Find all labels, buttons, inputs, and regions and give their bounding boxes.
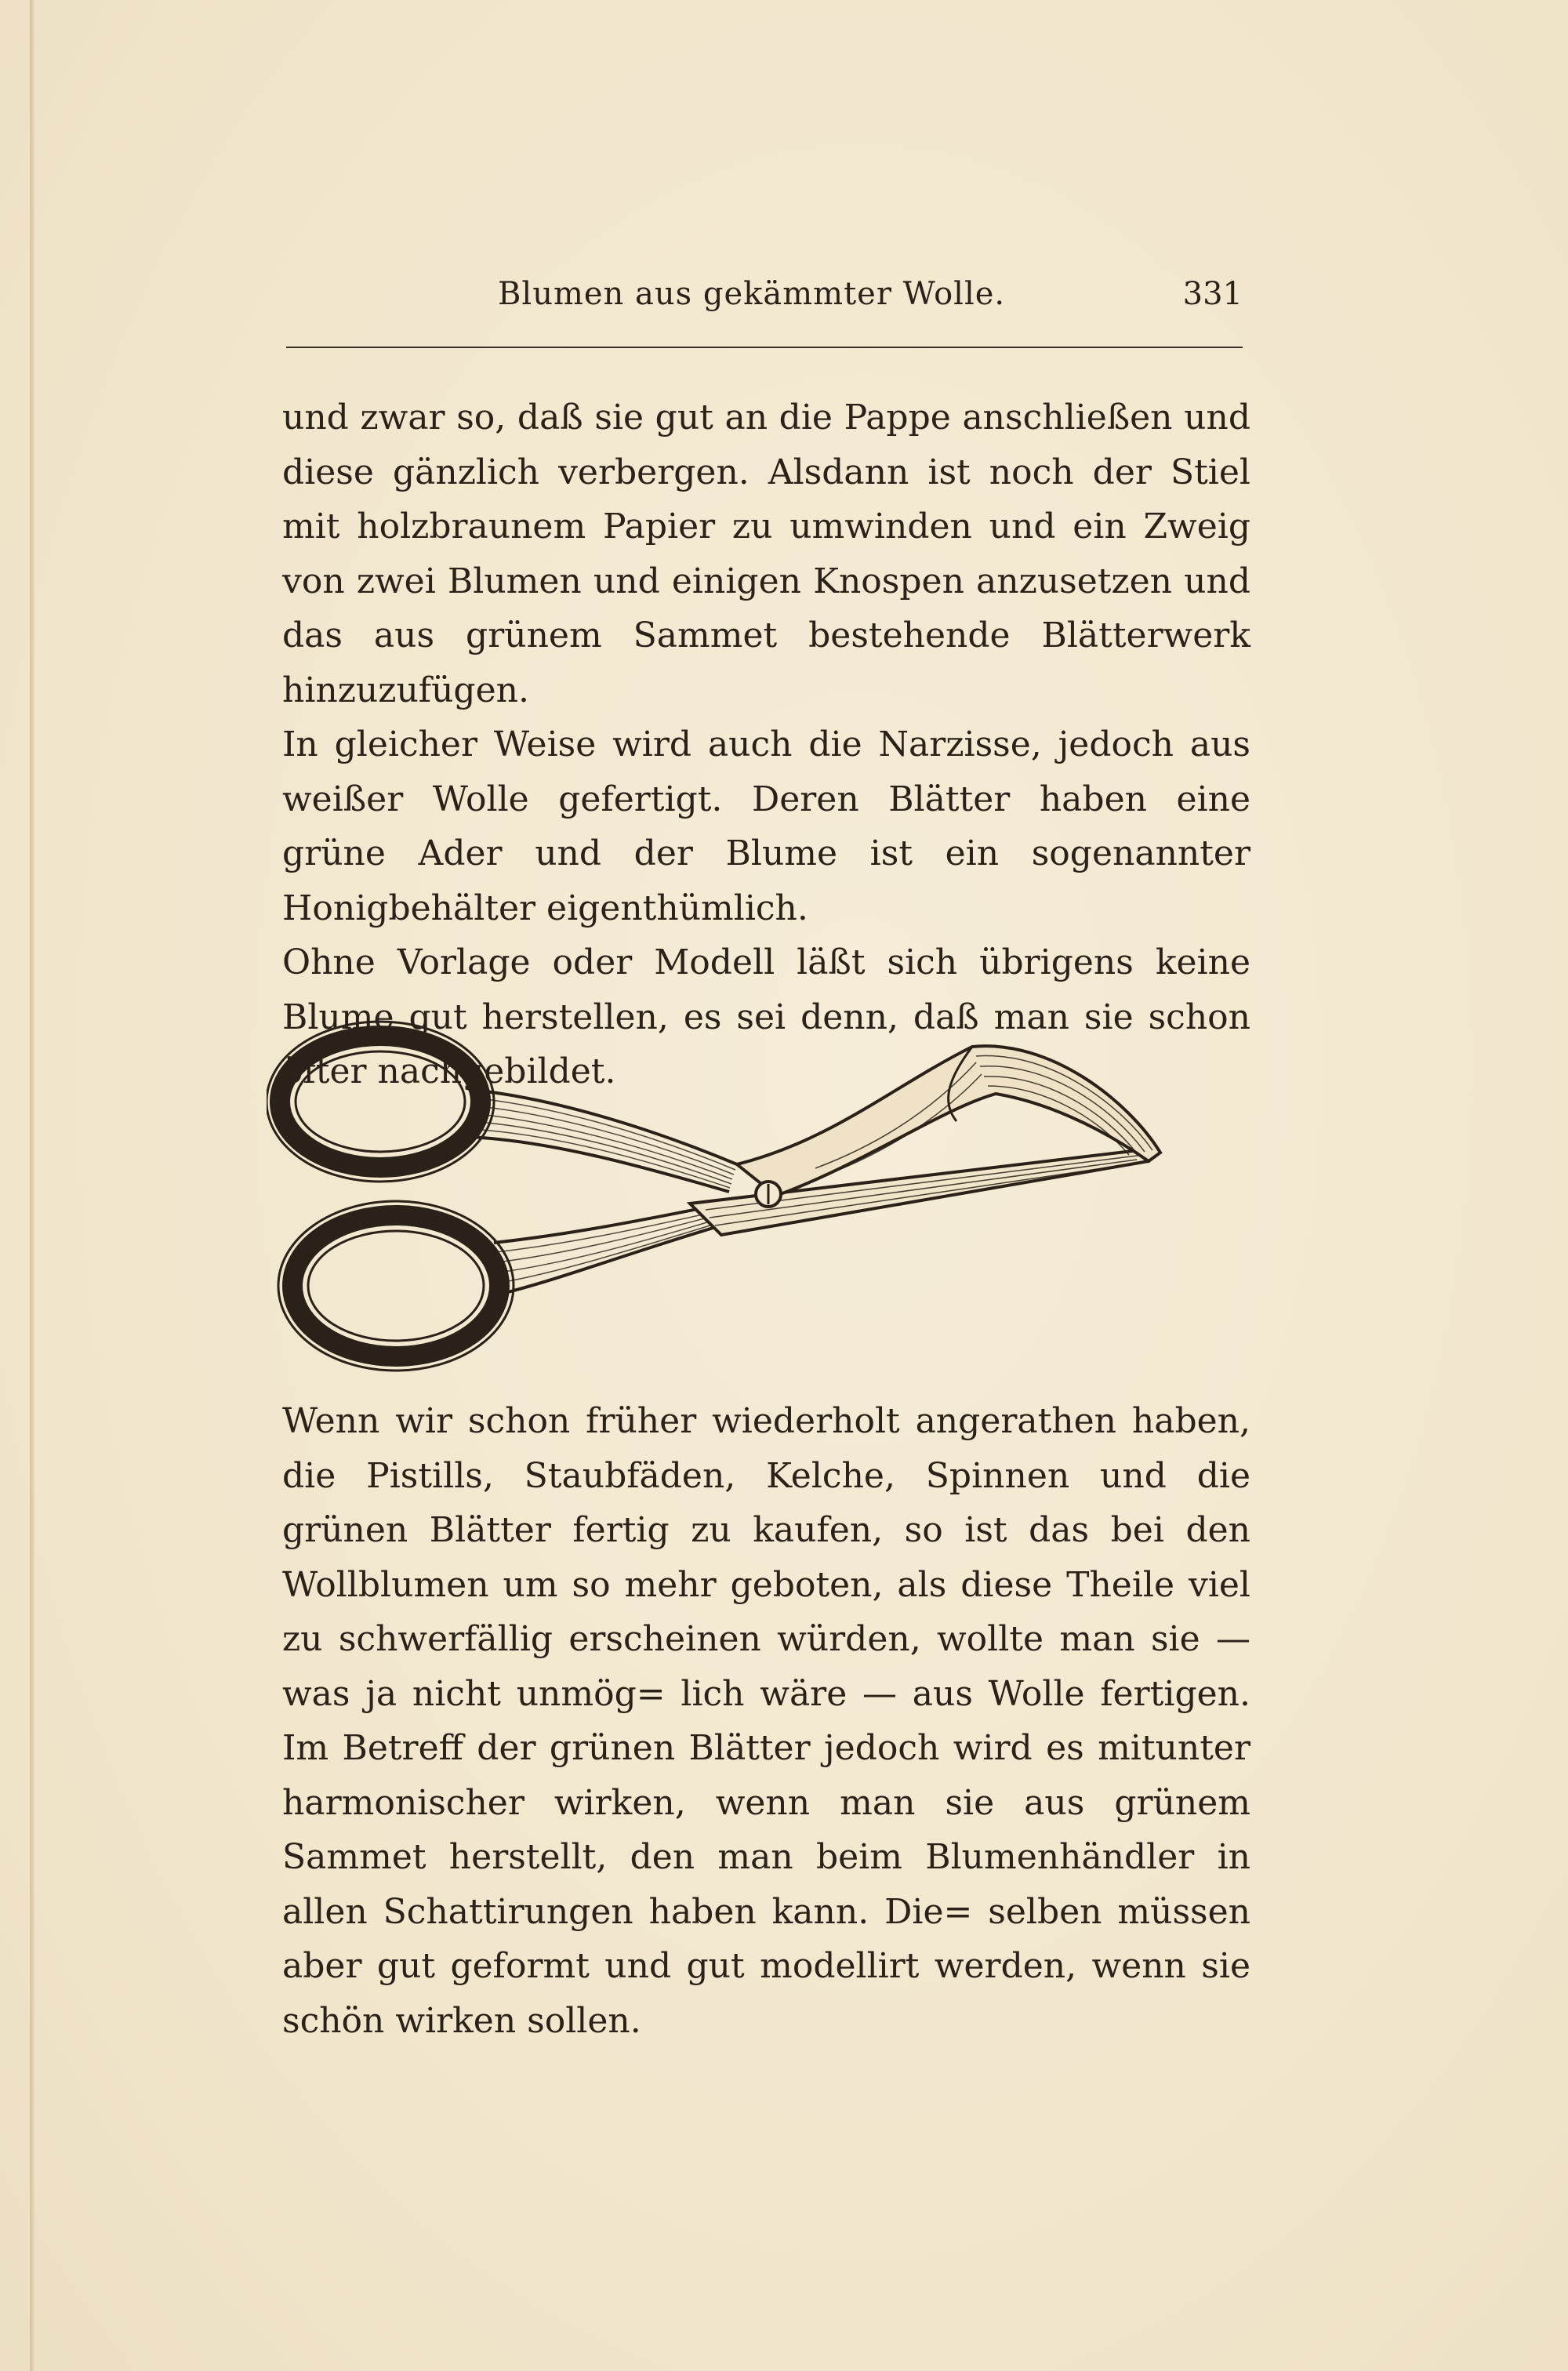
paragraph-3: Ohne Vorlage oder Modell läßt sich übrigens keine Blume gut herstellen, es sei denn, daß man sie schon öfter nachgebildet. — [282, 942, 1250, 1091]
header-rule — [286, 347, 1243, 348]
running-title: Blumen aus gekämmter Wolle. — [498, 276, 1006, 312]
paragraph-1: und zwar so, daß sie gut an die Pappe anschließen und diese gänzlich verbergen. Alsdann ist noch der Stiel mit holzbraunem Papier zu umwinden und ein Zweig von zwei Blumen und einigen Knospen anzusetzen und das aus grünem Sammet bestehende Blätterwerk hinzuzufügen. — [282, 398, 1250, 710]
scissors-icon — [267, 1008, 1200, 1376]
paragraph-2: In gleicher Weise wird auch die Narzisse, jedoch aus weißer Wolle gefertigt. Deren Blätter haben eine grüne Ader und der Blume ist ein sogenannter Honigbehälter eigenthümlich. — [282, 724, 1250, 928]
text-block-bottom — [282, 1394, 1250, 2048]
page-number: 331 — [1182, 276, 1243, 312]
text-block-top — [282, 390, 1250, 1099]
paragraph-4: Wenn wir schon früher wiederholt angerathen haben, die Pistills, Staubfäden, Kelche, Spinnen und die grünen Blätter fertig zu kaufen, so ist das bei den Wollblumen um so mehr geboten, als diese Theile viel zu schwerfällig erscheinen würden, wollte man sie — was ja nicht unmög= lich wäre — aus Wolle fertigen. Im Betreff der grünen Blätter jedoch wird es mitunter harmonischer wirken, wenn man sie aus grünem Sammet herstellt, den man beim Blumenhändler in allen Schattirungen haben kann. Die= selben müssen aber gut geformt und gut modellirt werden, wenn sie schön wirken sollen. — [282, 1401, 1250, 2041]
page-header — [286, 276, 1243, 331]
page-gutter — [30, 0, 34, 2371]
